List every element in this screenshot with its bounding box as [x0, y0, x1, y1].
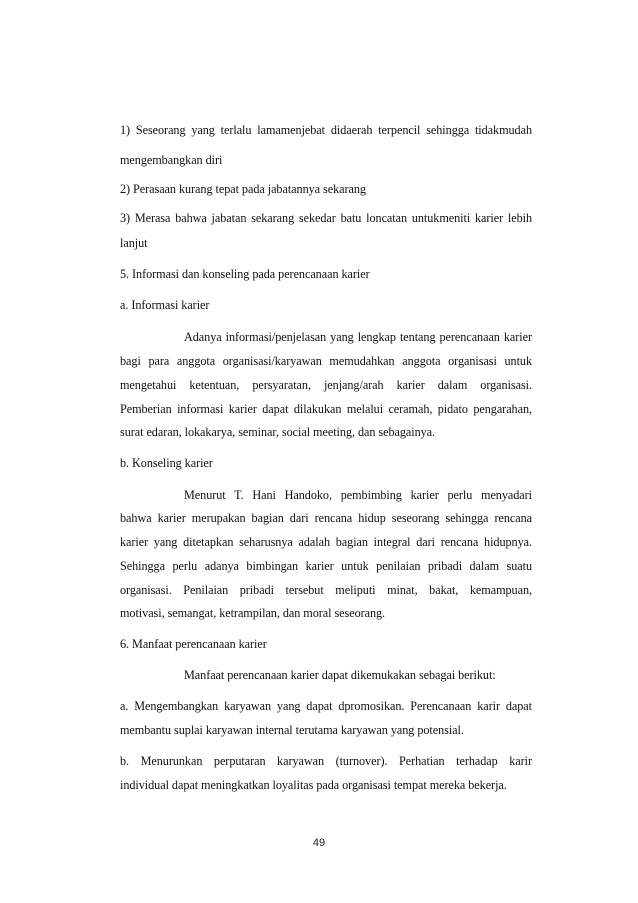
subsection-heading: a. Informasi karier [120, 298, 210, 312]
text-line: motivasi, semangat, ketrampilan, dan moral seseorang. [120, 606, 386, 620]
subsection-heading: b. Konseling karier [120, 456, 213, 470]
paragraph-first-line: Manfaat perencanaan karier dapat dikemukakan sebagai berikut: [184, 668, 496, 682]
section-heading: 6. Manfaat perencanaan karier [120, 637, 267, 651]
text-line: surat edaran, lokakarya, seminar, social meeting, dan sebagainya. [120, 425, 436, 439]
text-line: Pemberian informasi karier dapat dilakukan melalui ceramah, pidato pengarahan, [120, 402, 532, 416]
text-line: a. Mengembangkan karyawan yang dapat dpromosikan. Perencanaan karir dapat [120, 699, 532, 713]
paragraph-first-line: Adanya informasi/penjelasan yang lengkap tentang perencanaan karier [184, 330, 532, 344]
paragraph-first-line: Menurut T. Hani Handoko, pembimbing karier perlu menyadari [184, 488, 532, 502]
text-line: mengembangkan diri [120, 153, 223, 167]
section-heading: 5. Informasi dan konseling pada perencanaan karier [120, 267, 370, 281]
text-line: 3) Merasa bahwa jabatan sekarang sekedar batu loncatan untukmeniti karier lebih [120, 211, 532, 225]
text-line: Sehingga perlu adanya bimbingan karier untuk penilaian pribadi dalam suatu [120, 559, 532, 573]
text-line: 1) Seseorang yang terlalu lamamenjebat didaerah terpencil sehingga tidakmudah [120, 123, 532, 137]
text-line: mengetahui ketentuan, persyaratan, jenjang/arah karier dalam organisasi. [120, 378, 532, 392]
text-line: lanjut [120, 236, 148, 250]
text-line: individual dapat meningkatkan loyalitas pada organisasi tempat mereka bekerja. [120, 778, 507, 792]
text-line: b. Menurunkan perputaran karyawan (turnover). Perhatian terhadap karir [120, 754, 532, 768]
text-line: karier yang ditetapkan seharusnya adalah bagian integral dari rencana hidupnya. [120, 535, 532, 549]
text-line: bagi para anggota organisasi/karyawan memudahkan anggota organisasi untuk [120, 354, 532, 368]
text-line: membantu suplai karyawan internal terutama karyawan yang potensial. [120, 723, 464, 737]
text-line: 2) Perasaan kurang tepat pada jabatannya sekarang [120, 182, 366, 196]
text-line: organisasi. Penilaian pribadi tersebut meliputi minat, bakat, kemampuan, [120, 583, 532, 597]
page-number: 49 [312, 837, 326, 849]
text-line: bahwa karier merupakan bagian dari rencana hidup seseorang sehingga rencana [120, 511, 532, 525]
